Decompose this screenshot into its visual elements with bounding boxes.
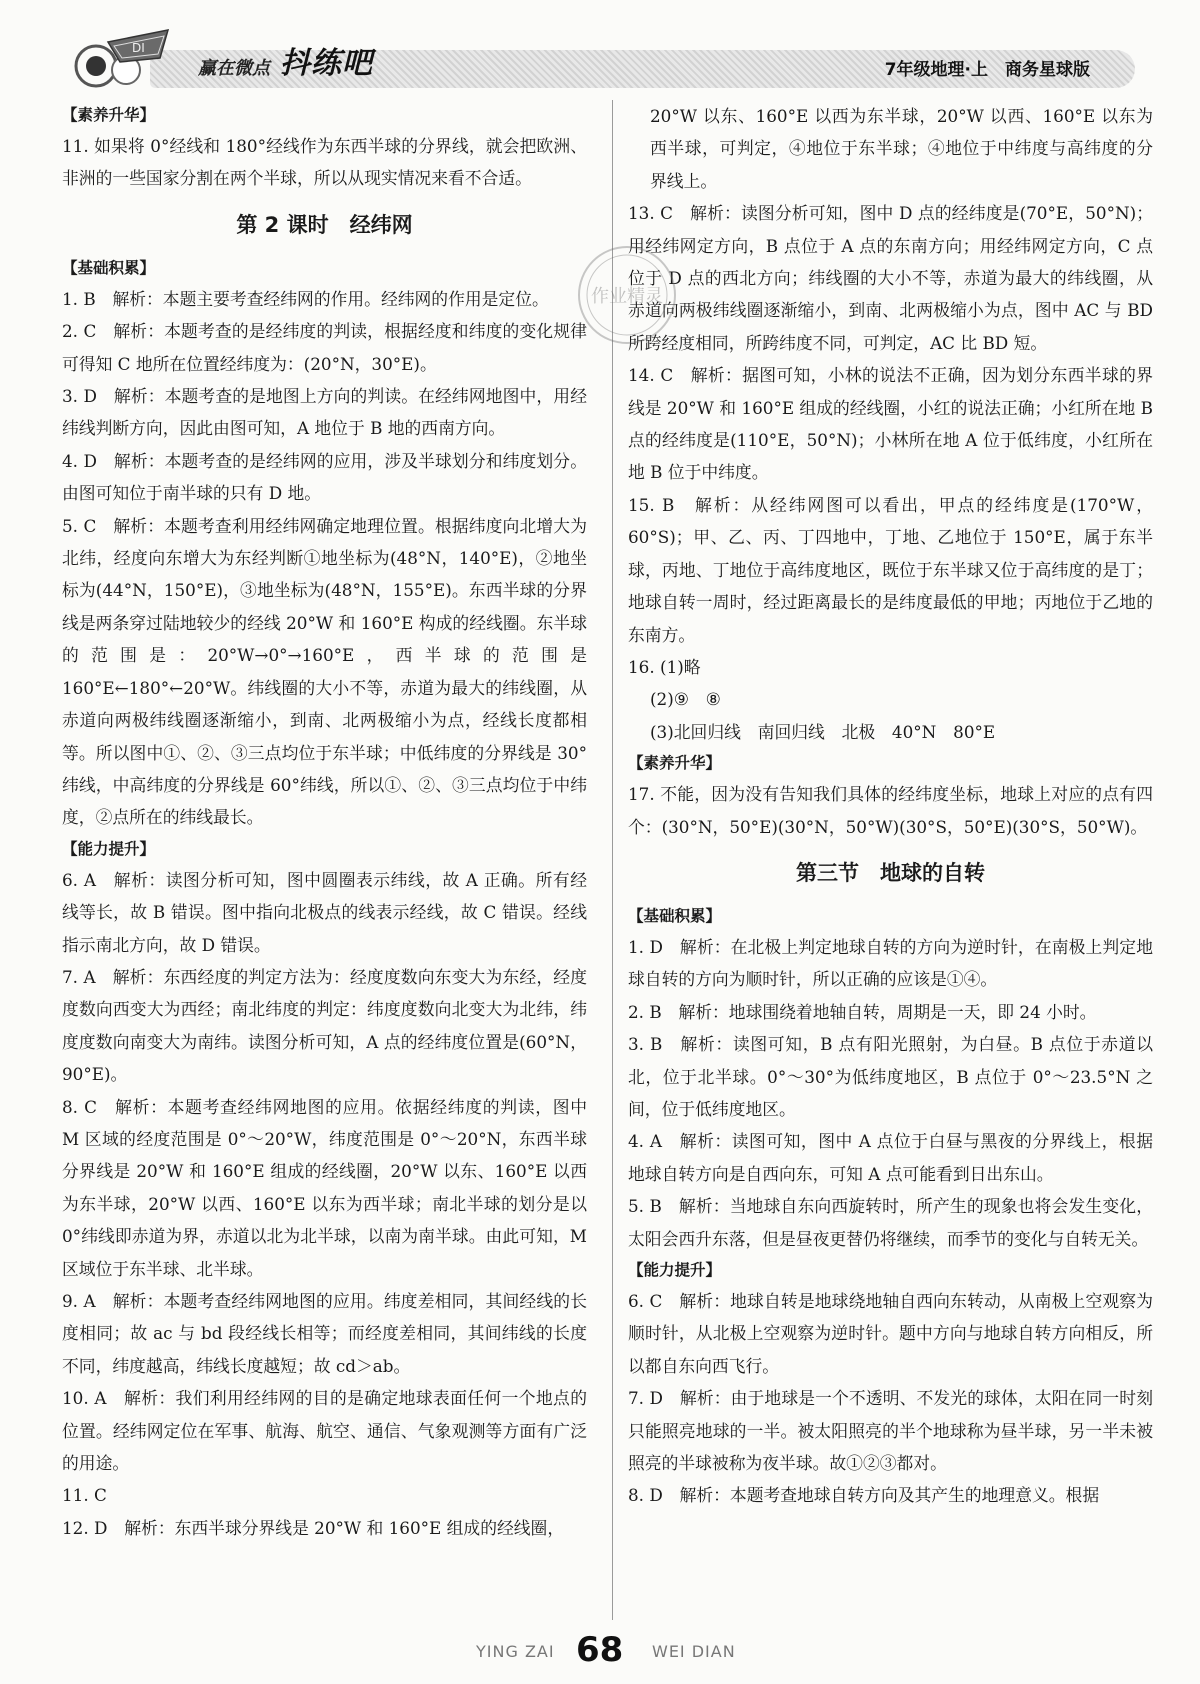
answer-item: 15. B 解析：从经纬网图可以看出，甲点的经纬度是(170°W，60°S)；甲、乙、丙、丁四地中，丁地、乙地位于 150°E，属于东半球，丙地、丁地位于高纬度地区，既位于东半球又位于高纬度的是丁；地球自转一周时，经过距离最长的是纬度最低的甲地；丙地位于乙地的东南方。 bbox=[628, 494, 1153, 645]
stamp-icon bbox=[572, 240, 682, 350]
header-brand: 抖练吧 bbox=[280, 46, 373, 81]
page-footer bbox=[0, 1632, 1200, 1672]
section-heading: 【基础积累】 bbox=[628, 906, 722, 925]
answer-item: 3. D 解析：本题考查的是地图上方向的判读。在经纬网地图中，用经纬线判断方向，因此由图可知，A 地位于 B 地的西南方向。 bbox=[62, 386, 587, 439]
answer-continuation: (3)北回归线 南回归线 北极 40°N 80°E bbox=[650, 721, 996, 742]
answer-item: 8. D 解析：本题考查地球自转方向及其产生的地理意义。根据 bbox=[628, 1485, 1100, 1506]
svg-text:DI: DI bbox=[132, 41, 145, 55]
left-column bbox=[62, 100, 587, 1544]
section-heading: 【基础积累】 bbox=[62, 258, 156, 277]
answer-item: 12. D 解析：东西半球分界线是 20°W 和 160°E 组成的经线圈， bbox=[62, 1517, 565, 1538]
lesson-title: 第 2 课时 经纬网 bbox=[236, 212, 413, 237]
answer-item: 17. 不能，因为没有告知我们具体的经纬度坐标，地球上对应的点有四个：(30°N，50°E)(30°N，50°W)(30°S，50°E)(30°S，50°W)。 bbox=[628, 784, 1153, 837]
answer-item: 6. A 解析：读图分析可知，图中圆圈表示纬线，故 A 正确。所有经线等长，故 B 错误。图中指向北极点的线表示经线，故 C 错误。经线指示南北方向，故 D 错误。 bbox=[62, 869, 587, 955]
answer-item: 2. B 解析：地球围绕着地轴自转，周期是一天，即 24 小时。 bbox=[628, 1001, 1097, 1022]
header-book-title: 7年级地理·上 商务星球版 bbox=[884, 60, 1090, 80]
answer-item: 14. C 解析：据图可知，小林的说法不正确，因为划分东西半球的界线是 20°W 和 160°E 组成的经线圈，小红的说法正确；小红所在地 B 点的经纬度是(110°E，50°N)；小林所在地 A 位于低纬度，小红所在地 B 位于中纬度。 bbox=[628, 365, 1153, 483]
answer-item: 7. A 解析：东西经度的判定方法为：经度度数向东变大为东经，经度度数向西变大为西经；南北纬度的判定：纬度度数向北变大为北纬，纬度度数向南变大为南纬。读图分析可知，A 点的经纬度位置是(60°N，90°E)。 bbox=[62, 966, 587, 1085]
section-heading: 【能力提升】 bbox=[62, 839, 156, 858]
answer-item: 9. A 解析：本题考查经纬网地图的应用。纬度差相同，其间经线的长度相同；故 ac 与 bd 段经线长相等；而经度差相同，其间纬线的长度不同，纬度越高，纬线长度越短；故 cd＞ab。 bbox=[62, 1291, 587, 1376]
answer-item: 2. C 解析：本题考查的是经纬度的判读，根据经度和纬度的变化规律可得知 C 地所在位置经纬度为：(20°N，30°E)。 bbox=[62, 321, 587, 374]
answer-item: 5. B 解析：当地球自东向西旋转时，所产生的现象也将会发生变化，太阳会西升东落，但是昼夜更替仍将继续，而季节的变化与自转无关。 bbox=[628, 1196, 1153, 1249]
answer-item: 7. D 解析：由于地球是一个不透明、不发光的球体，太阳在同一时刻只能照亮地球的一半。被太阳照亮的半个地球称为昼半球，另一半未被照亮的半球被称为夜半球。故①②③都对。 bbox=[628, 1388, 1153, 1474]
answer-continuation: (2)⑨ ⑧ bbox=[650, 689, 721, 710]
section-heading: 【素养升华】 bbox=[628, 754, 722, 773]
lesson-title: 第三节 地球的自转 bbox=[796, 860, 985, 885]
answer-continuation: 20°W 以东、160°E 以西为东半球，20°W 以西、160°E 以东为西半球，可判定，④地位于东半球；④地位于中纬度与高纬度的分界线上。 bbox=[650, 106, 1153, 191]
answer-item: 1. D 解析：在北极上判定地球自转的方向为逆时针，在南极上判定地球自转的方向为顺时针，所以正确的应该是①④。 bbox=[628, 936, 1153, 990]
answer-item: 3. B 解析：读图可知，B 点有阳光照射，为白昼。B 点位于赤道以北，位于北半球。0°～30°为低纬度地区，B 点位于 0°～23.5°N 之间，位于低纬度地区。 bbox=[628, 1034, 1153, 1119]
answer-item: 4. D 解析：本题考查的是经纬网的应用，涉及半球划分和纬度划分。由图可知位于南半球的只有 D 地。 bbox=[62, 450, 587, 504]
header-slogan: 赢在微点 bbox=[198, 58, 270, 79]
answer-item: 16. (1)略 bbox=[628, 656, 701, 677]
right-column bbox=[628, 100, 1153, 1512]
footer-right-text: WEI DIAN bbox=[652, 1642, 736, 1661]
footer-left-text: YING ZAI bbox=[476, 1642, 555, 1661]
logo-badge-icon bbox=[68, 22, 188, 94]
answer-item: 8. C 解析：本题考查经纬网地图的应用。依据经纬度的判读，图中 M 区域的经度范围是 0°～20°W，纬度范围是 0°～20°N，东西半球分界线是 20°W 和 160°E 组成的经线圈，20°W 以东、160°E 以西为东半球，20°W 以西、160°E 以东为西半球；南北半球的划分是以 0°纬线即赤道为界，赤道以北为北半球，以南为南半球。由此可知，M 区域位于东半球、北半球。 bbox=[62, 1096, 587, 1279]
section-heading: 【素养升华】 bbox=[62, 106, 156, 124]
answer-item: 6. C 解析：地球自转是地球绕地轴自西向东转动，从南极上空观察为顺时针，从北极上空观察为逆时针。题中方向与地球自转方向相反，所以都自东向西飞行。 bbox=[628, 1291, 1153, 1376]
answer-item: 10. A 解析：我们利用经纬网的目的是确定地球表面任何一个地点的位置。经纬网定位在军事、航海、航空、通信、气象观测等方面有广泛的用途。 bbox=[62, 1388, 587, 1474]
page-number: 68 bbox=[576, 1630, 624, 1670]
section-heading: 【能力提升】 bbox=[628, 1261, 722, 1279]
stamp-text: 作业精灵 bbox=[591, 286, 663, 307]
page-header bbox=[0, 0, 1200, 96]
answer-item: 5. C 解析：本题考查利用经纬网确定地理位置。根据纬度向北增大为北纬，经度向东增大为东经判断①地坐标为(48°N，140°E)，②地坐标为(44°N，150°E)，③地坐标为(48°N，155°E)。东西半球的分界线是两条穿过陆地较少的经线 20°W 和 160°E 构成的经线圈。东半球的范围是：20°W→0°→160°E，西半球的范围是 160°E←180°←20°W。纬线圈的大小不等，赤道为最大的纬线圈，从赤道向两极纬线圈逐渐缩小，到南、北两极缩小为点，经线长度都相等。所以图中①、②、③三点均位于东半球；中低纬度的分界线是 30°纬线，中高纬度的分界线是 60°纬线，所以①、②、③三点均位于中纬度，②点所在的纬线最长。 bbox=[62, 515, 587, 828]
answer-item: 11. 如果将 0°经线和 180°经线作为东西半球的分界线，就会把欧洲、非洲的一些国家分割在两个半球，所以从现实情况来看不合适。 bbox=[62, 136, 587, 189]
answer-item: 11. C bbox=[62, 1485, 107, 1506]
answer-item: 1. B 解析：本题主要考查经纬网的作用。经纬网的作用是定位。 bbox=[62, 288, 549, 309]
answer-item: 13. C 解析：读图分析可知，图中 D 点的经纬度是(70°E，50°N)；用经纬网定方向，B 点位于 A 点的东南方向；用经纬网定方向，C 点位于 D 点的西北方向；纬线圈的大小不等，赤道为最大的纬线圈，从赤道向两极纬线圈逐渐缩小，到南、北两极缩小为点，图中 AC 与 BD 所跨经度相同，所跨纬度不同，可判定，AC 比 BD 短。 bbox=[628, 203, 1153, 353]
answer-item: 4. A 解析：读图可知，图中 A 点位于白昼与黑夜的分界线上，根据地球自转方向是自西向东，可知 A 点可能看到日出东山。 bbox=[628, 1131, 1153, 1184]
